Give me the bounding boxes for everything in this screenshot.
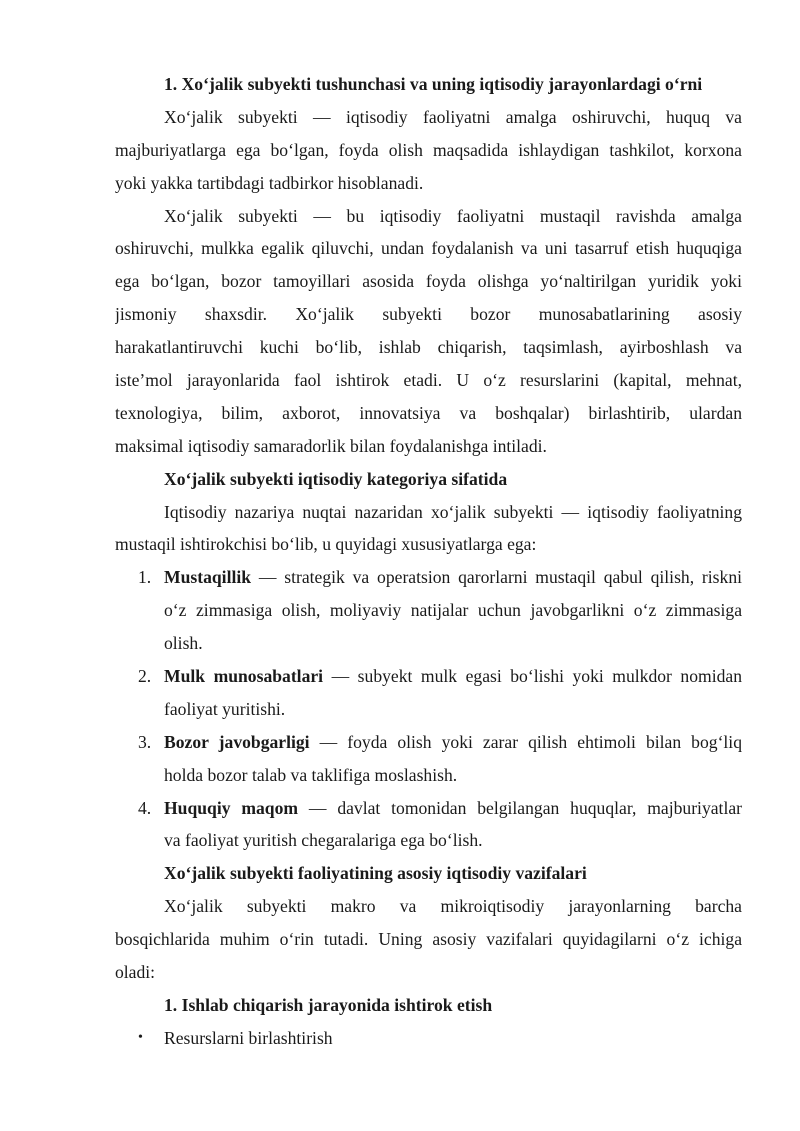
paragraph-line: ega bo‘lgan, bozor tamoyillari asosida foyda olishga yo‘naltirilgan yuridik yoki <box>115 271 742 292</box>
list-item-number: 4. <box>138 797 152 818</box>
list-item-term: Bozor javobgarligi <box>164 731 310 752</box>
subheading-category: Xo‘jalik subyekti iqtisodiy kategoriya sifatida <box>164 468 508 489</box>
list-item-term: Mulk munosabatlari <box>164 666 324 687</box>
paragraph-line: Xo‘jalik subyekti — iqtisodiy faoliyatni amalga oshiruvchi, huquq va <box>164 106 742 127</box>
paragraph-line: Xo‘jalik subyekti makro va mikroiqtisodiy jarayonlarning barcha <box>164 896 742 917</box>
paragraph-line: Iqtisodiy nazariya nuqtai nazaridan xo‘jalik subyekti — iqtisodiy faoliyatning <box>164 501 742 522</box>
list-item-text: — strategik va operatsion qarorlarni mustaqil qabul qilish, riskni <box>251 567 742 588</box>
features-list <box>115 561 742 857</box>
list-item-term: Mustaqillik <box>164 567 252 588</box>
list-item-term: Huquqiy maqom <box>164 797 299 818</box>
paragraph-line: jismoniy shaxsdir. Xo‘jalik subyekti bozor munosabatlarining asosiy <box>115 304 742 325</box>
subheading-production: 1. Ishlab chiqarish jarayonida ishtirok etish <box>164 994 493 1015</box>
document-page <box>115 68 742 1055</box>
list-item <box>115 792 742 825</box>
list-item-text: — foyda olish yoki zarar qilish ehtimoli bilan bog‘liq <box>309 731 742 752</box>
list-item-continuation: va faoliyat yuritish chegaralariga ega bo‘lish. <box>164 830 483 851</box>
bullet-item <box>115 1022 742 1055</box>
list-item-continuation: o‘z zimmasiga olish, moliyaviy natijalar uchun javobgarlikni o‘z zimmasiga <box>164 600 742 621</box>
paragraph-line: texnologiya, bilim, axborot, innovatsiya va boshqalar) birlashtirib, ulardan <box>115 402 742 423</box>
list-item <box>115 660 742 693</box>
paragraph-line: majburiyatlarga ega bo‘lgan, foyda olish maqsadida ishlaydigan tashkilot, korxona <box>115 139 742 160</box>
list-item-text: — davlat tomonidan belgilangan huquqlar, majburiyatlar <box>298 797 742 818</box>
paragraph-line: Xo‘jalik subyekti — bu iqtisodiy faoliyatni mustaqil ravishda amalga <box>164 205 742 226</box>
paragraph-line: bosqichlarida muhim o‘rin tutadi. Uning asosiy vazifalari quyidagilarni o‘z ichiga <box>115 929 742 950</box>
paragraph-line: yoki yakka tartibdagi tadbirkor hisoblanadi. <box>115 172 424 193</box>
paragraph-functions <box>115 890 742 989</box>
paragraph-line: iste’mol jarayonlarida faol ishtirok etadi. U o‘z resurslarini (kapital, mehnat, <box>115 370 742 391</box>
section-heading: 1. Xo‘jalik subyekti tushunchasi va uning iqtisodiy jarayonlardagi o‘rni <box>164 74 703 94</box>
list-item-number: 2. <box>138 666 152 687</box>
paragraph-line: harakatlantiruvchi kuchi bo‘lib, ishlab chiqarish, taqsimlash, ayirboshlash va <box>115 337 742 358</box>
bullet-icon: • <box>138 1029 143 1045</box>
list-item-number: 1. <box>138 567 152 588</box>
list-item-text: — subyekt mulk egasi bo‘lishi yoki mulkdor nomidan <box>323 666 742 687</box>
paragraph-line: oshiruvchi, mulkka egalik qiluvchi, undan foydalanish va uni tasarruf etish huquqiga <box>115 238 742 259</box>
paragraph-theory <box>115 496 742 562</box>
list-item <box>115 726 742 759</box>
list-item <box>115 561 742 594</box>
list-item-continuation: faoliyat yuritishi. <box>164 698 286 719</box>
paragraph-description <box>115 200 742 463</box>
paragraph-line: mustaqil ishtirokchisi bo‘lib, u quyidagi xususiyatlarga ega: <box>115 534 537 555</box>
paragraph-line: maksimal iqtisodiy samaradorlik bilan foydalanishga intiladi. <box>115 435 547 456</box>
paragraph-line: oladi: <box>115 962 156 983</box>
bullet-item-text: Resurslarni birlashtirish <box>164 1027 333 1048</box>
paragraph-definition <box>115 101 742 200</box>
list-item-continuation: holda bozor talab va taklifiga moslashish. <box>164 764 458 785</box>
list-item-continuation: olish. <box>164 633 203 654</box>
list-item-number: 3. <box>138 731 152 752</box>
subheading-functions: Xo‘jalik subyekti faoliyatining asosiy iqtisodiy vazifalari <box>164 863 587 884</box>
